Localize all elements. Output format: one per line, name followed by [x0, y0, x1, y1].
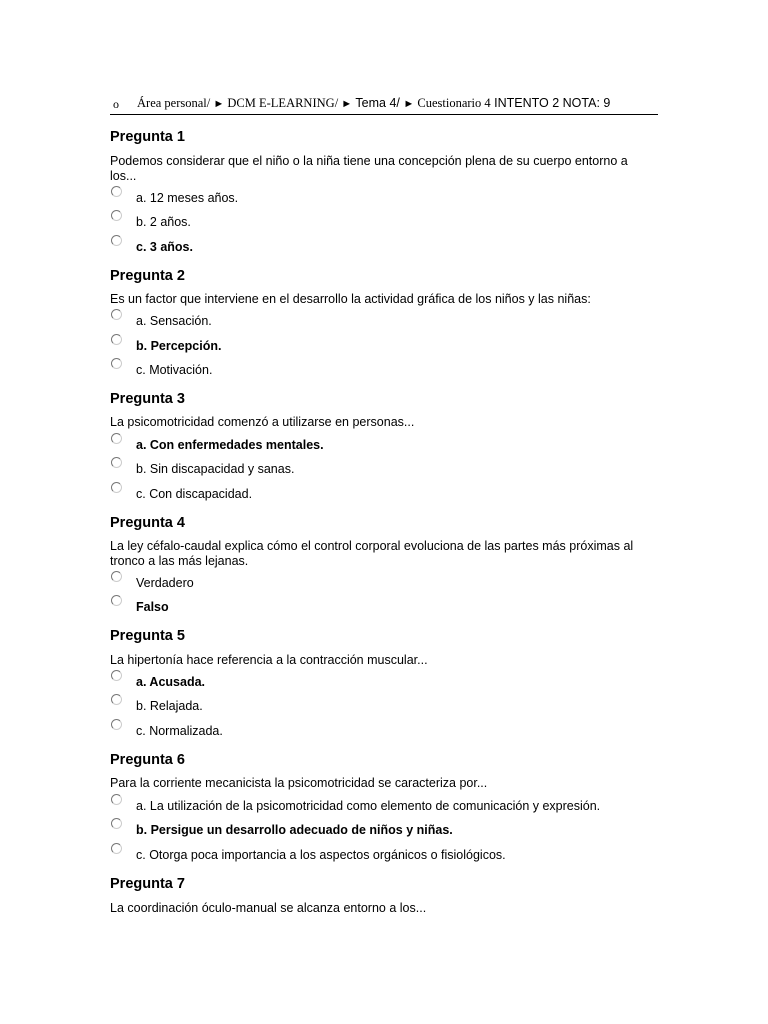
radio-button-icon[interactable]: [111, 186, 122, 197]
answer-option-label: b. Sin discapacidad y sanas.: [136, 462, 295, 476]
question-title: Pregunta 5: [110, 628, 185, 644]
answer-option-label: c. Con discapacidad.: [136, 487, 253, 501]
answer-option-label: a. Sensación.: [136, 314, 212, 328]
radio-button-icon[interactable]: [111, 571, 122, 582]
answer-option[interactable]: [110, 433, 658, 455]
answer-option-label: Verdadero: [136, 576, 194, 590]
breadcrumb-link-area-personal[interactable]: Área personal: [137, 96, 207, 110]
breadcrumb: [110, 96, 658, 115]
question-title: Pregunta 4: [110, 515, 185, 531]
radio-button-icon[interactable]: [111, 482, 122, 493]
answer-option[interactable]: [110, 309, 658, 331]
question-title: Pregunta 7: [110, 876, 185, 892]
answer-option-label: c. Normalizada.: [136, 724, 223, 738]
question-title: Pregunta 1: [110, 129, 185, 145]
radio-button-icon[interactable]: [111, 670, 122, 681]
answer-option[interactable]: [110, 235, 658, 257]
answer-option[interactable]: [110, 794, 658, 816]
answer-option[interactable]: [110, 843, 658, 865]
radio-button-icon[interactable]: [111, 334, 122, 345]
breadcrumb-separator: /: [334, 96, 342, 110]
radio-button-icon[interactable]: [111, 457, 122, 468]
breadcrumb-link-quiz[interactable]: Cuestionario 4: [414, 96, 491, 110]
answer-option[interactable]: [110, 186, 658, 208]
breadcrumb-link-topic[interactable]: Tema 4/: [352, 96, 404, 110]
answer-option-label: Falso: [136, 600, 169, 614]
radio-button-icon[interactable]: [111, 358, 122, 369]
answer-option[interactable]: [110, 818, 658, 840]
radio-button-icon[interactable]: [111, 433, 122, 444]
answer-option[interactable]: [110, 482, 658, 504]
answer-option-label: c. 3 años.: [136, 240, 193, 254]
question-text: Para la corriente mecanicista la psicomotricidad se caracteriza por...: [110, 776, 488, 790]
radio-button-icon[interactable]: [111, 210, 122, 221]
breadcrumb-link-course[interactable]: DCM E-LEARNING: [224, 96, 335, 110]
breadcrumb-arrow-icon: ►: [341, 98, 353, 110]
answer-option-label: a. 12 meses años.: [136, 191, 239, 205]
question-text: Es un factor que interviene en el desarrollo la actividad gráfica de los niños y las niñas:: [110, 292, 591, 306]
question-title: Pregunta 3: [110, 391, 185, 407]
breadcrumb-arrow-icon: ►: [213, 98, 225, 110]
answer-option[interactable]: [110, 595, 658, 617]
breadcrumb-line: [137, 96, 610, 111]
answer-option-label: a. Acusada.: [136, 675, 206, 689]
answer-option-label: b. Persigue un desarrollo adecuado de niños y niñas.: [136, 823, 453, 837]
answer-option-label: c. Otorga poca importancia a los aspectos orgánicos o fisiológicos.: [136, 848, 506, 862]
question-title: Pregunta 6: [110, 752, 185, 768]
answer-option[interactable]: [110, 694, 658, 716]
answer-option-label: b. 2 años.: [136, 215, 191, 229]
question-text: La psicomotricidad comenzó a utilizarse en personas...: [110, 415, 415, 429]
answer-option[interactable]: [110, 334, 658, 356]
question-text: Podemos considerar que el niño o la niña tiene una concepción plena de su cuerpo entorno a los...: [110, 154, 628, 183]
question-text: La hipertonía hace referencia a la contracción muscular...: [110, 653, 428, 667]
radio-button-icon[interactable]: [111, 843, 122, 854]
answer-option[interactable]: [110, 571, 658, 593]
answer-option-label: b. Percepción.: [136, 339, 222, 353]
breadcrumb-separator: /: [206, 96, 214, 110]
answer-option-label: a. La utilización de la psicomotricidad como elemento de comunicación y expresión.: [136, 799, 601, 813]
radio-button-icon[interactable]: [111, 309, 122, 320]
answer-option[interactable]: [110, 210, 658, 232]
answer-option-label: c. Motivación.: [136, 363, 213, 377]
radio-button-icon[interactable]: [111, 235, 122, 246]
radio-button-icon[interactable]: [111, 595, 122, 606]
radio-button-icon[interactable]: [111, 694, 122, 705]
answer-option-label: b. Relajada.: [136, 699, 203, 713]
radio-button-icon[interactable]: [111, 794, 122, 805]
radio-button-icon[interactable]: [111, 818, 122, 829]
answer-option[interactable]: [110, 670, 658, 692]
answer-option[interactable]: [110, 457, 658, 479]
question-title: Pregunta 2: [110, 268, 185, 284]
attempt-grade-text: INTENTO 2 NOTA: 9: [490, 96, 611, 110]
answer-option[interactable]: [110, 358, 658, 380]
breadcrumb-arrow-icon: ►: [403, 98, 415, 110]
answer-option[interactable]: [110, 719, 658, 741]
list-bullet-icon: o: [113, 97, 119, 111]
answer-option-label: a. Con enfermedades mentales.: [136, 438, 324, 452]
question-text: La ley céfalo-caudal explica cómo el control corporal evoluciona de las partes más próximas al tronco a las más lejanas.: [110, 539, 634, 568]
radio-button-icon[interactable]: [111, 719, 122, 730]
question-text: La coordinación óculo-manual se alcanza entorno a los...: [110, 901, 427, 915]
